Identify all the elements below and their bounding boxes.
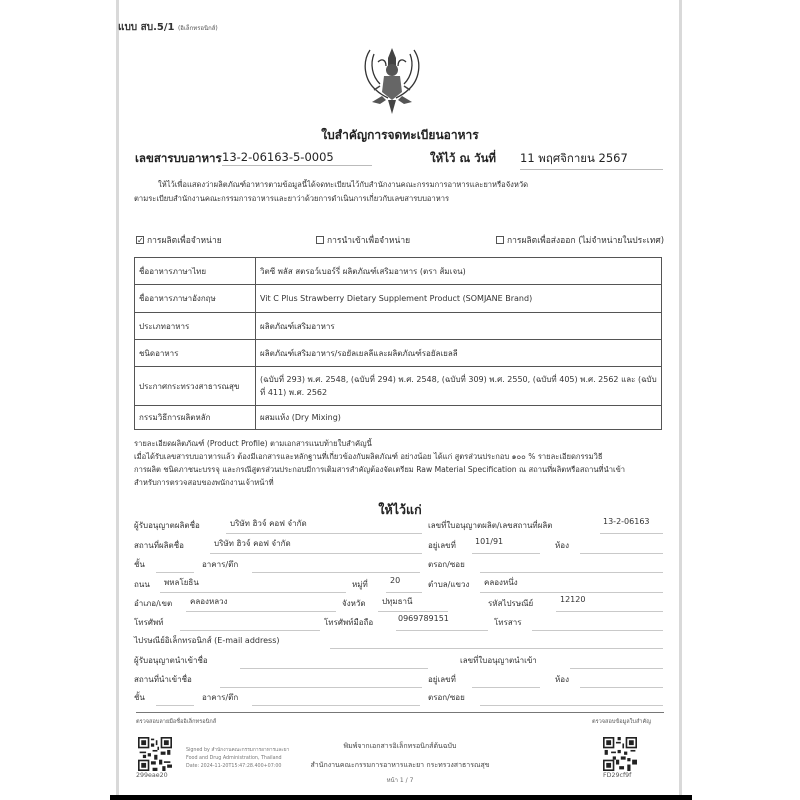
field-line (226, 533, 422, 534)
bottom-bar (110, 795, 692, 800)
field-line (532, 630, 663, 631)
row-value: ผสมแห้ง (Dry Mixing) (256, 406, 662, 430)
row-key: กรรมวิธีการผลิตหลัก (135, 406, 256, 430)
field-line (556, 611, 663, 612)
issued-label: ให้ไว้ ณ วันที่ (430, 151, 497, 165)
moo-label: หมู่ที่ (352, 580, 368, 589)
form-code-text: แบบ สบ.5/1 (118, 22, 175, 33)
road-value: พหลโยธิน (164, 578, 199, 587)
issued-value: 11 พฤศจิกายน 2567 (520, 150, 663, 170)
field-line (480, 572, 663, 573)
subdistrict-label: ตำบล/แขวง (428, 580, 470, 589)
table-row (135, 406, 662, 430)
province-value: ปทุมธานี (382, 597, 413, 606)
notes-line-3: การผลิต ชนิดภาชนะบรรจุ และกรณีสูตรส่วนประกอบมีการเติมสารสำคัญต้องจัดเตรียม Raw Material Specification ณ สถานที่ผลิตหรือสถานที่นำเข้า (134, 465, 626, 474)
field-line (600, 533, 663, 534)
row-key: ชื่ออาหารภาษาอังกฤษ (135, 285, 256, 313)
field-line (210, 553, 422, 554)
notes-line-1: รายละเอียดผลิตภัณฑ์ (Product Profile) ตามเอกสารแนบท้ายใบสำคัญนี้ (134, 439, 372, 448)
province-label: จังหวัด (342, 599, 366, 608)
field-line (186, 611, 336, 612)
row-value: (ฉบับที่ 293) พ.ศ. 2548, (ฉบับที่ 294) พ.ศ. 2548, (ฉบับที่ 309) พ.ศ. 2550, (ฉบับที่ 405) พ.ศ. 2562 และ (ฉบับที่ 411) พ.ศ. 2562 (256, 367, 662, 406)
house-no-label: อยู่เลขที่ (428, 541, 456, 550)
field-line (156, 572, 194, 573)
field-line (252, 572, 420, 573)
checkbox-unchecked-icon[interactable] (316, 236, 324, 244)
table-row (135, 313, 662, 340)
garuda-emblem-icon (352, 40, 432, 120)
field-line (156, 705, 194, 706)
importer-licensee-label: ผู้รับอนุญาตนำเข้าชื่อ (134, 656, 208, 665)
purpose-option-label: การนำเข้าเพื่อจำหน่าย (327, 236, 411, 246)
signed-by: Signed by สำนักงานคณะกรรมการอาหารและยา (186, 748, 290, 753)
importer-site-label: สถานที่นำเข้าชื่อ (134, 675, 192, 684)
district-label: อำเภอ/เขต (134, 599, 173, 608)
document-title: ใบสำคัญการจดทะเบียนอาหาร (321, 128, 479, 142)
field-line (160, 592, 346, 593)
form-code-note: (อิเล็กทรอนิกส์) (177, 25, 218, 32)
field-line (480, 592, 663, 593)
licensee-label: ผู้รับอนุญาตผลิตชื่อ (134, 521, 200, 530)
email-label: ไปรษณีย์อิเล็กทรอนิกส์ (E-mail address) (134, 636, 280, 645)
qr-code-document-icon[interactable] (603, 737, 637, 771)
importer-building-label: อาคาร/ตึก (202, 693, 239, 702)
row-value: วิตซี พลัส สตรอว์เบอร์รี่ ผลิตภัณฑ์เสริมอาหาร (ตรา ส้มเจน) (256, 258, 662, 285)
phone-label: โทรศัพท์ (134, 618, 164, 627)
field-line (472, 553, 540, 554)
moo-value: 20 (390, 576, 401, 585)
row-key: ประกาศกระทรวงสาธารณสุข (135, 367, 256, 406)
purpose-option-label: การผลิตเพื่อส่งออก (ไม่จำหน่ายในประเทศ) (507, 236, 665, 246)
postcode-value: 12120 (560, 595, 586, 604)
serial-label: เลขสารบบอาหาร (135, 151, 222, 165)
row-value: ผลิตภัณฑ์เสริมอาหาร (256, 313, 662, 340)
field-line (252, 705, 420, 706)
field-line (386, 592, 422, 593)
subdistrict-value: คลองหนึ่ง (484, 578, 518, 587)
table-row (135, 285, 662, 313)
road-label: ถนน (134, 580, 150, 589)
importer-floor-label: ชั้น (134, 693, 145, 702)
purpose-option-manufacture[interactable] (136, 233, 222, 247)
mobile-value: 0969789151 (398, 614, 449, 623)
footer-divider (136, 712, 664, 713)
field-line (396, 630, 488, 631)
importer-house-no-label: อยู่เลขที่ (428, 675, 456, 684)
building-label: อาคาร/ตึก (202, 560, 239, 569)
purpose-option-export[interactable] (496, 233, 664, 247)
checkbox-unchecked-icon[interactable] (496, 236, 504, 244)
alley-label: ตรอก/ซอย (428, 560, 465, 569)
license-no-value: 13-2-06163 (603, 517, 650, 526)
page-number: หน้า 1 / 7 (386, 777, 414, 784)
row-value: Vit C Plus Strawberry Dietary Supplement Product (SOMJANE Brand) (256, 285, 662, 313)
importer-room-label: ห้อง (555, 675, 569, 684)
room-label: ห้อง (555, 541, 569, 550)
verify-signature-label: ตรวจสอบลายมือชื่ออิเล็กทรอนิกส์ (136, 719, 217, 725)
qr-right-code: FD29cf9f (603, 772, 632, 779)
qr-left-code: 299eae20 (136, 772, 168, 779)
signed-date: Date: 2024-11-20T15:47:28.400+07:00 (186, 764, 282, 769)
row-key: ประเภทอาหาร (135, 313, 256, 340)
fax-label: โทรสาร (494, 618, 522, 627)
field-line (580, 553, 663, 554)
field-line (220, 687, 422, 688)
notes-line-2: เมื่อได้รับเลขสารบบอาหารแล้ว ต้องมีเอกสารและหลักฐานที่เกี่ยวข้องกับผลิตภัณฑ์ อย่างน้อย ได้แก่ สูตรส่วนประกอบ ๑๐๐ % รายละเอียดกรรมวิธี (134, 452, 603, 461)
importer-license-no-label: เลขที่ใบอนุญาตนำเข้า (460, 656, 537, 665)
agency-label: สำนักงานคณะกรรมการอาหารและยา กระทรวงสาธารณสุข (310, 761, 490, 769)
importer-alley-label: ตรอก/ซอย (428, 693, 465, 702)
field-line (580, 687, 663, 688)
row-key: ชื่ออาหารภาษาไทย (135, 258, 256, 285)
field-line (570, 668, 663, 669)
purpose-option-import[interactable] (316, 233, 410, 247)
intro-line-1: ให้ไว้เพื่อแสดงว่าผลิตภัณฑ์อาหารตามข้อมูลนี้ได้จดทะเบียนไว้กับสำนักงานคณะกรรมการอาหารและยาหรือจังหวัด (158, 180, 529, 189)
row-key: ชนิดอาหาร (135, 340, 256, 367)
row-value: ผลิตภัณฑ์เสริมอาหาร/รอยัลเยลลีและผลิตภัณฑ์รอยัลเยลลี (256, 340, 662, 367)
district-value: คลองหลวง (190, 597, 228, 606)
table-row (135, 258, 662, 285)
intro-line-2: ตามระเบียบสำนักงานคณะกรรมการอาหารและยาว่าด้วยการดำเนินการเกี่ยวกับเลขสารบบอาหาร (134, 194, 450, 203)
license-no-label: เลขที่ใบอนุญาตผลิต/เลขสถานที่ผลิต (428, 521, 553, 530)
site-label: สถานที่ผลิตชื่อ (134, 541, 184, 550)
recipient-heading: ให้ไว้แก่ (378, 502, 422, 517)
floor-label: ชั้น (134, 560, 145, 569)
verify-document-label: ตรวจสอบข้อมูลใบสำคัญ (592, 719, 652, 725)
field-line (240, 668, 428, 669)
field-line (378, 611, 448, 612)
mobile-label: โทรศัพท์มือถือ (324, 618, 374, 627)
field-line (180, 630, 320, 631)
serial-value: 13-2-06163-5-0005 (222, 150, 372, 166)
site-value: บริษัท ฮิวจ์ คอฟ จำกัด (214, 539, 291, 548)
form-code (118, 20, 218, 35)
notes-line-4: สำหรับการตรวจสอบของพนักงานเจ้าหน้าที่ (134, 478, 274, 487)
table-row (135, 367, 662, 406)
purpose-option-label: การผลิตเพื่อจำหน่าย (147, 236, 222, 246)
field-line (330, 648, 663, 649)
signed-org: Food and Drug Administration, Thailand (186, 756, 282, 761)
field-line (480, 705, 663, 706)
postcode-label: รหัสไปรษณีย์ (488, 599, 534, 608)
table-row (135, 340, 662, 367)
licensee-value: บริษัท ฮิวจ์ คอฟ จำกัด (230, 519, 307, 528)
food-info-table (134, 257, 662, 430)
printed-from-label: พิมพ์จากเอกสารอิเล็กทรอนิกส์ต้นฉบับ (343, 742, 457, 750)
house-no-value: 101/91 (475, 537, 504, 546)
field-line (472, 687, 540, 688)
checkbox-checked-icon[interactable]: ✓ (137, 236, 144, 245)
